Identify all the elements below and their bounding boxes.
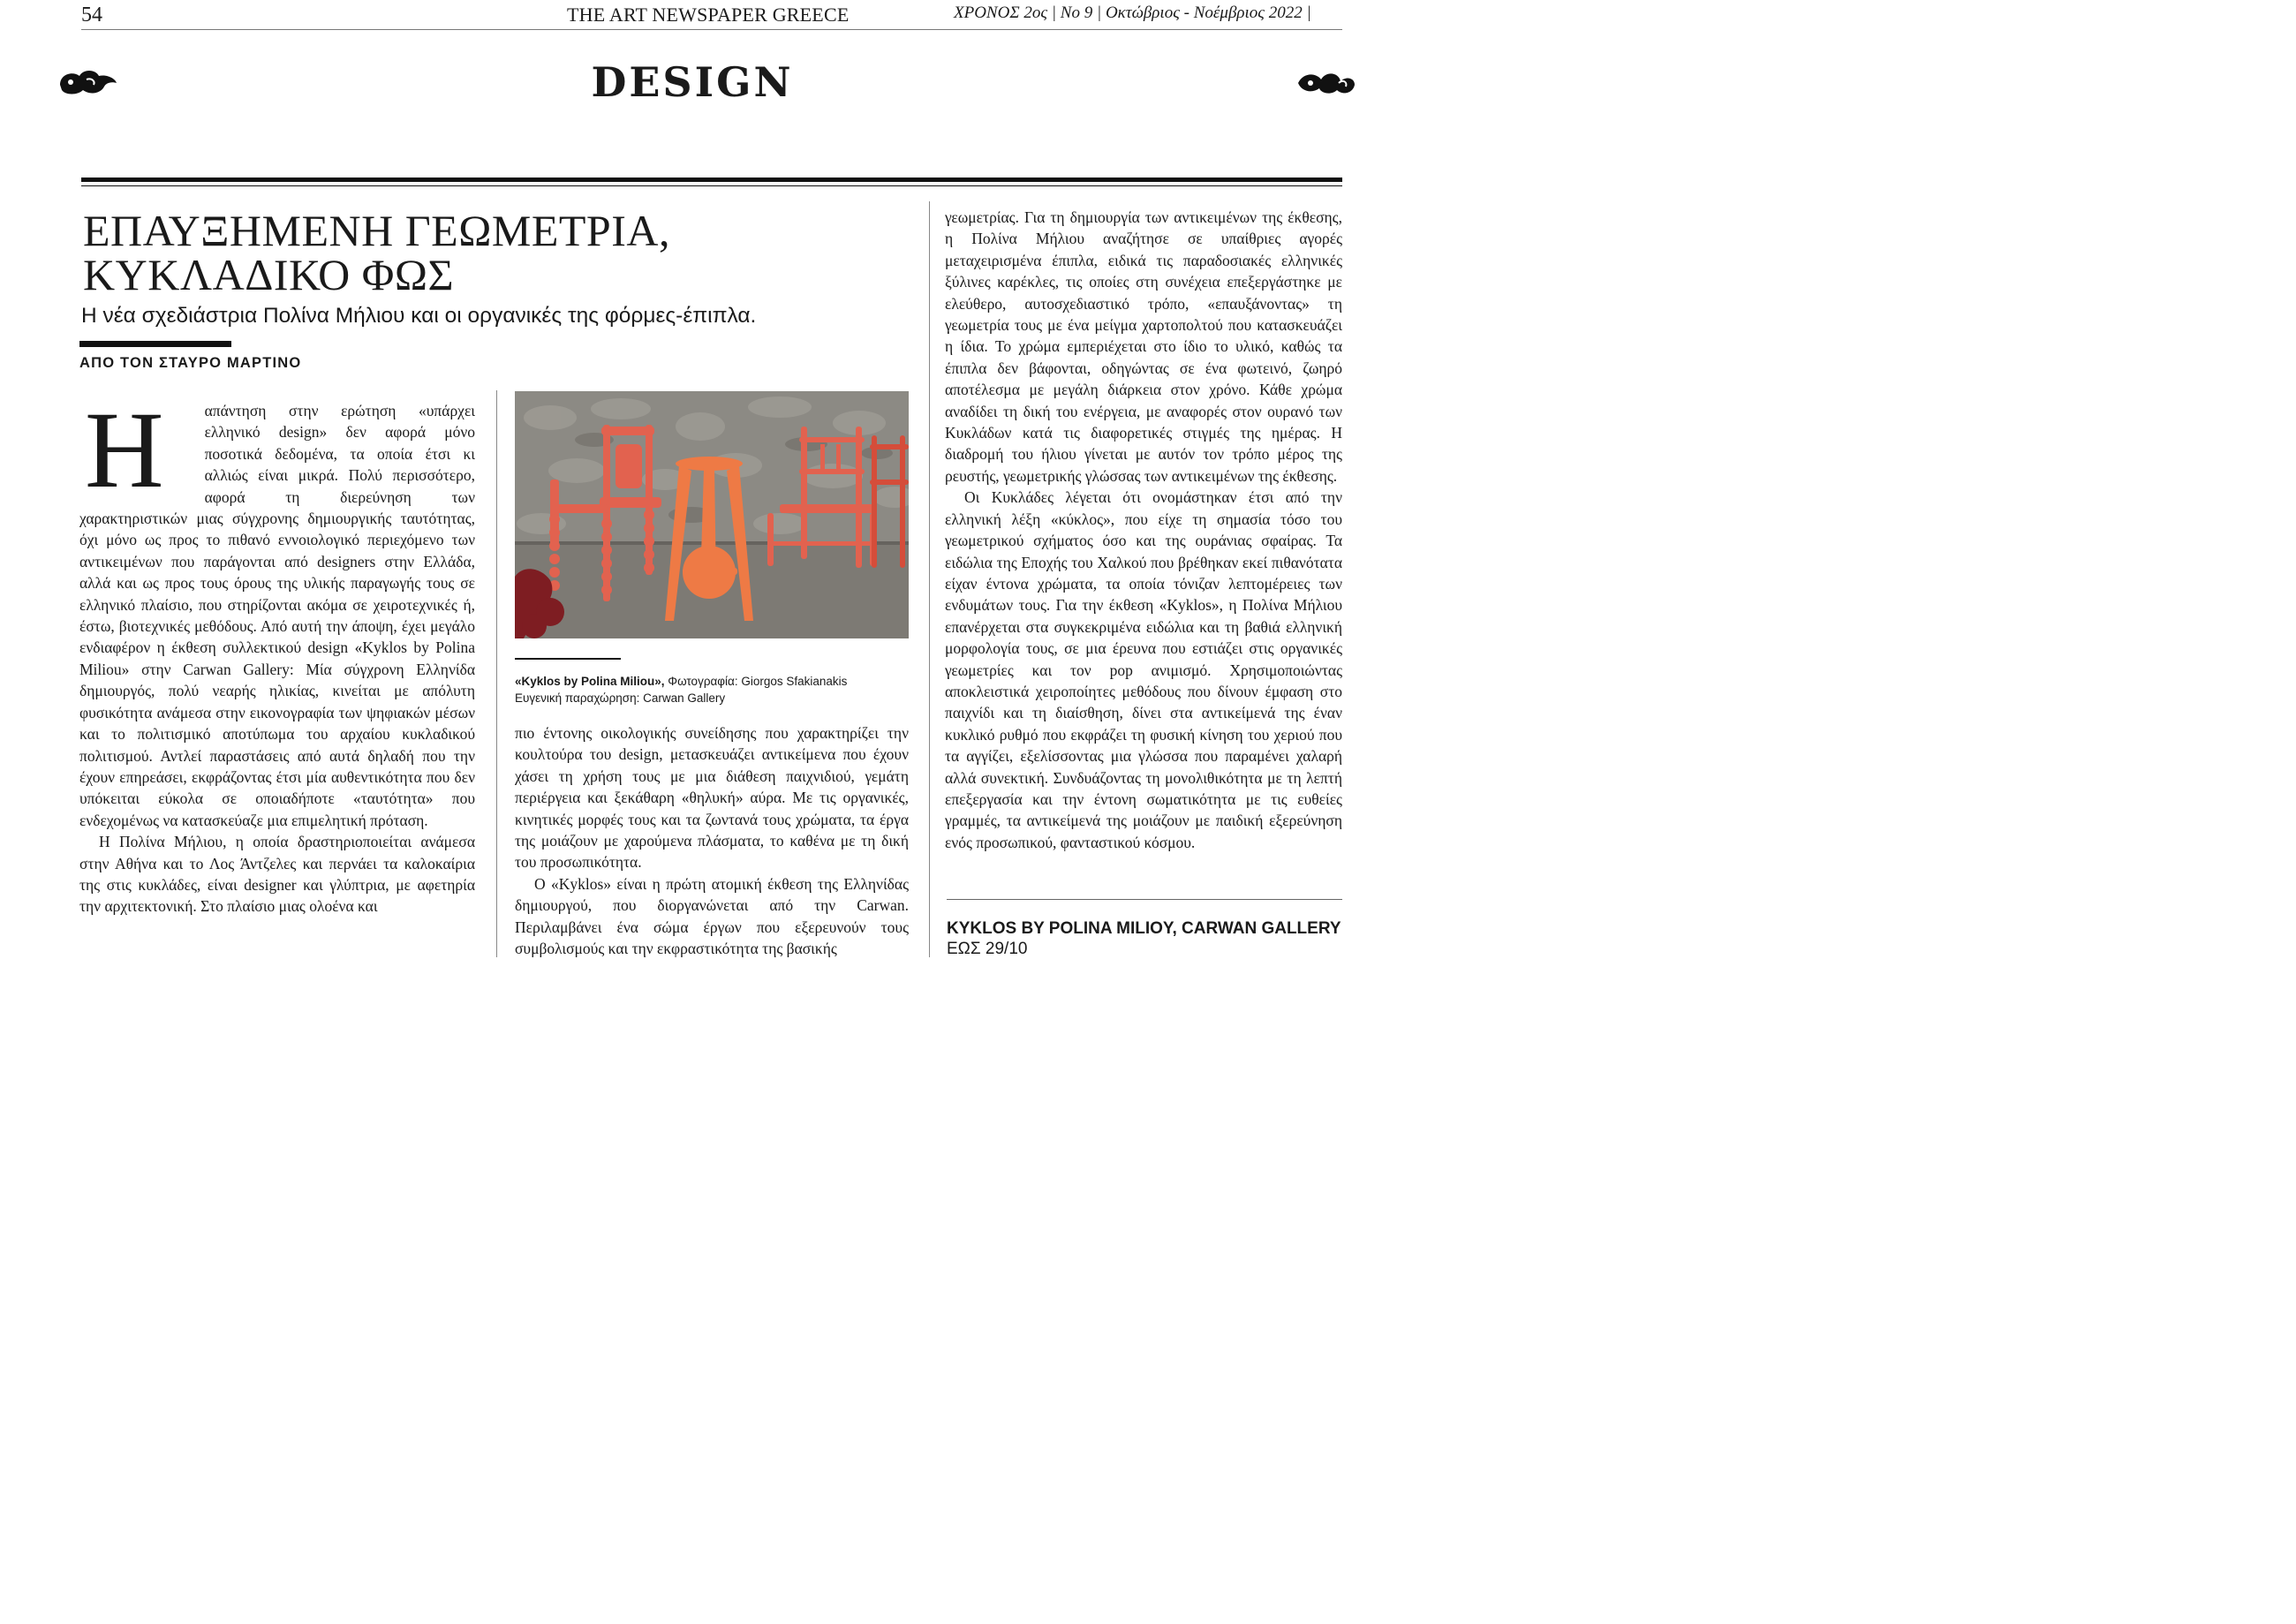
infobox-date: ΕΩΣ 29/10 (947, 940, 1028, 958)
article-subtitle: Η νέα σχεδιάστρια Πολίνα Μήλιου και οι οργανικές της φόρμες-έπιπλα. (81, 304, 757, 328)
publication-name: THE ART NEWSPAPER GREECE (567, 4, 850, 26)
paragraph: Οι Κυκλάδες λέγεται ότι ονομάστηκαν έτσι από την ελληνική λέξη «κύκλος», που είχε τη σημασία τόσο του γεωμετρικού σχήματος όσο και της ουράνιας σφαίρας. Τα ειδώλια της Εποχής του Χαλκού που βρέθηκαν εκεί πιθανότατα είχαν έντονα χρώματα, τα οποία τόνιζαν λεπτομέρειες των ενδυμάτων τους. Για την έκθεση «Kyklos», η Πολίνα Μήλιου επανέρχεται στα συγκεκριμένα ειδώλια και τη βαθιά ελληνική μορφολογία τους, σε μια έρευνα που εστιάζει στις οργανικές γεωμετρίες και τον pop ανιμισμό. Χρησιμοποιώντας αποκλειστικά χειροποίητες μεθόδους που δίνουν έμφαση στο παιχνίδι και τη διαίσθηση, δίνει στα αντικείμενά της έναν κυκλικό ρυθμό που εκφράζει τη φυσική κίνηση του χεριού που τα αγγίζει, εξελίσσοντας μια γλώσσα που παραμένει χαλαρή αλλά συνεκτική. Συνδυάζοντας τη μονολιθικότητα με τη λεπτή επεξεργασία και την έντονη σωματικότητα με τις ευθείες γραμμές, τα αντικείμενά της μοιάζουν με παιδική εξερεύνηση ενός προσωπικού, φανταστικού κόσμου. (945, 488, 1342, 851)
infobox-title: KYKLOS BY POLINA MILIOY, CARWAN GALLERY (947, 919, 1341, 938)
article-column-1 (79, 389, 475, 918)
headline-line-2: ΚΥΚΛΑΔΙΚΟ ΦΩΣ (83, 250, 455, 299)
section-rule-thick (81, 178, 1342, 182)
article-column-2 (515, 722, 909, 959)
paragraph: Η Πολίνα Μήλιου, η οποία δραστηριοποιείται ανάμεσα στην Αθήνα και το Λος Άντζελες και περνάει τα καλοκαίρια της στις κυκλάδες, είναι designer και γλύπτρια, με αφετηρία την αρχιτεκτονική. Στο πλαίσιο μιας ολοένα και (79, 833, 475, 916)
page-number: 54 (81, 4, 102, 26)
caption-rule (515, 658, 621, 660)
paragraph: γεωμετρίας. Για τη δημιουργία των αντικειμένων της έκθεσης, η Πολίνα Μήλιου αναζήτησε σε υπαίθριες αγορές μεταχειρισμένα έπιπλα, ειδικά τις παραδοσιακές ελληνικές ξύλινες καρέκλες, τις οποίες στη συνέχεια επεξεργάστηκε με ελεύθερο, αυτοσχεδιαστικό τρόπο, «επαυξάνοντας» τη γεωμετρία τους με ένα μείγμα χαρτοπολτού που κατασκευάζει η ίδια. Το χρώμα εμπεριέχεται στο ίδιο το υλικό, καθώς τα έπιπλα δεν βάφονται, οδηγώντας σε ένα φωτεινό, ζωηρό αποτέλεσμα με μεγάλη διάρκεια στον χρόνο. Κάθε χρώμα αναδίδει τη δική του ενέργεια, με αναφορές στον ουρανό των Κυκλάδων κατά τις διαφορετικές στιγμές της ημέρας. Η διαδρομή του ήλιου γίνεται με αυτόν τον τρόπο μέρος της ρευστής, γεωμετρικής γλώσσας των αντικειμένων της έκθεσης. (945, 208, 1342, 485)
paragraph: απάντηση στην ερώτηση «υπάρχει ελληνικό design» δεν αφορά μόνο ποσοτικά δεδομένα, τα οποία έτσι κι αλλιώς είναι μικρά. Πολύ περισσότερο, αφορά τη διερεύνηση των χαρακτηριστικών μιας σύγχρονης δημιουργικής ταυτότητας, όχι μόνο ως προς το πιθανό εννοιολογικό περιεχόμενο των αντικειμένων που παράγονται από designers στην Ελλάδα, αλλά και ως προς τους όρους της υλικής παραγωγής τους σε ελληνικό πλαίσιο, που στηρίζονται ακόμα σε χειροτεχνικές ή, έστω, βιοτεχνικές μεθόδους. Από αυτή την άποψη, έχει μεγάλο ενδιαφέρον η έκθεση συλλεκτικού design «Kyklos by Polina Miliou» στην Carwan Gallery: Μία σύγχρονη Ελληνίδα δημιουργός, πολύ νεαρής ηλικίας, κινείται με απόλυτη φυσικότητα ανάμεσα στην εικονογραφία των ψηφιακών μέσων και το πολιτισμικό αποτύπωμα του αρχαίου κυκλαδικού πολιτισμού. Αντλεί παραστάσεις από αυτά δηλαδή που την έχουν επηρεάσει, εκφράζοντας έτσι μία αυθεντικότητα που δεν υπόκειται εύκολα σε οποιαδήποτε «ταυτότητα» που ενδεχομένως να κατασκεύαζε μια επιμελητική πρόταση. (79, 402, 475, 829)
photo-caption (515, 673, 912, 706)
byline: ΑΠΟ ΤΟΝ ΣΤΑΥΡΟ ΜΑΡΤΙΝΟ (79, 355, 302, 371)
ornament-right-icon (1295, 65, 1358, 99)
article-column-3 (945, 207, 1342, 853)
issue-info: ΧΡΟΝΟΣ 2ος | Νο 9 | Οκτώβριος - Νοέμβριος 2022 | (954, 4, 1311, 22)
column-divider (929, 201, 930, 957)
header-rule (81, 29, 1342, 30)
caption-credit: Φωτογραφία: Giorgos Sfakianakis (664, 675, 848, 688)
exhibition-infobox (947, 918, 1342, 959)
byline-bar (79, 341, 231, 347)
infobox-rule (947, 899, 1342, 900)
caption-courtesy: Ευγενική παραχώρηση: Carwan Gallery (515, 691, 726, 705)
paragraph: Ο «Kyklos» είναι η πρώτη ατομική έκθεση της Ελληνίδας δημιουργού, που διοργανώνεται από την Carwan. Περιλαμβάνει ένα σώμα έργων που εξερευνούν τους συμβολισμούς και την εκφραστικότητα της βασικής (515, 874, 909, 958)
paragraph: πιο έντονης οικολογικής συνείδησης που χαρακτηρίζει την κουλτούρα του design, μετασκευάζει αντικείμενα που έχουν χάσει τη χρήση τους με μια διάθεση παιχνιδιού, γεμάτη περιέργεια και ξεκάθαρη «θηλυκή» αύρα. Με τις οργανικές, κινητικές μορφές τους και τα ζωντανά τους χρώματα, τα έργα της μοιάζουν με χαρούμενα πλάσματα, το καθένα με τη δική του προσωπικότητα. (515, 724, 909, 872)
headline-line-1: ΕΠΑΥΞΗΜΕΝΗ ΓΕΩΜΕΤΡΙΑ, (83, 206, 670, 255)
article-headline (83, 208, 913, 297)
section-title: DESIGN (591, 58, 794, 106)
drop-cap: Η (85, 389, 164, 510)
article-photo (515, 391, 909, 638)
caption-title: «Kyklos by Polina Miliou», (515, 675, 665, 688)
section-rule-thin (81, 185, 1342, 186)
column-divider (496, 390, 497, 957)
